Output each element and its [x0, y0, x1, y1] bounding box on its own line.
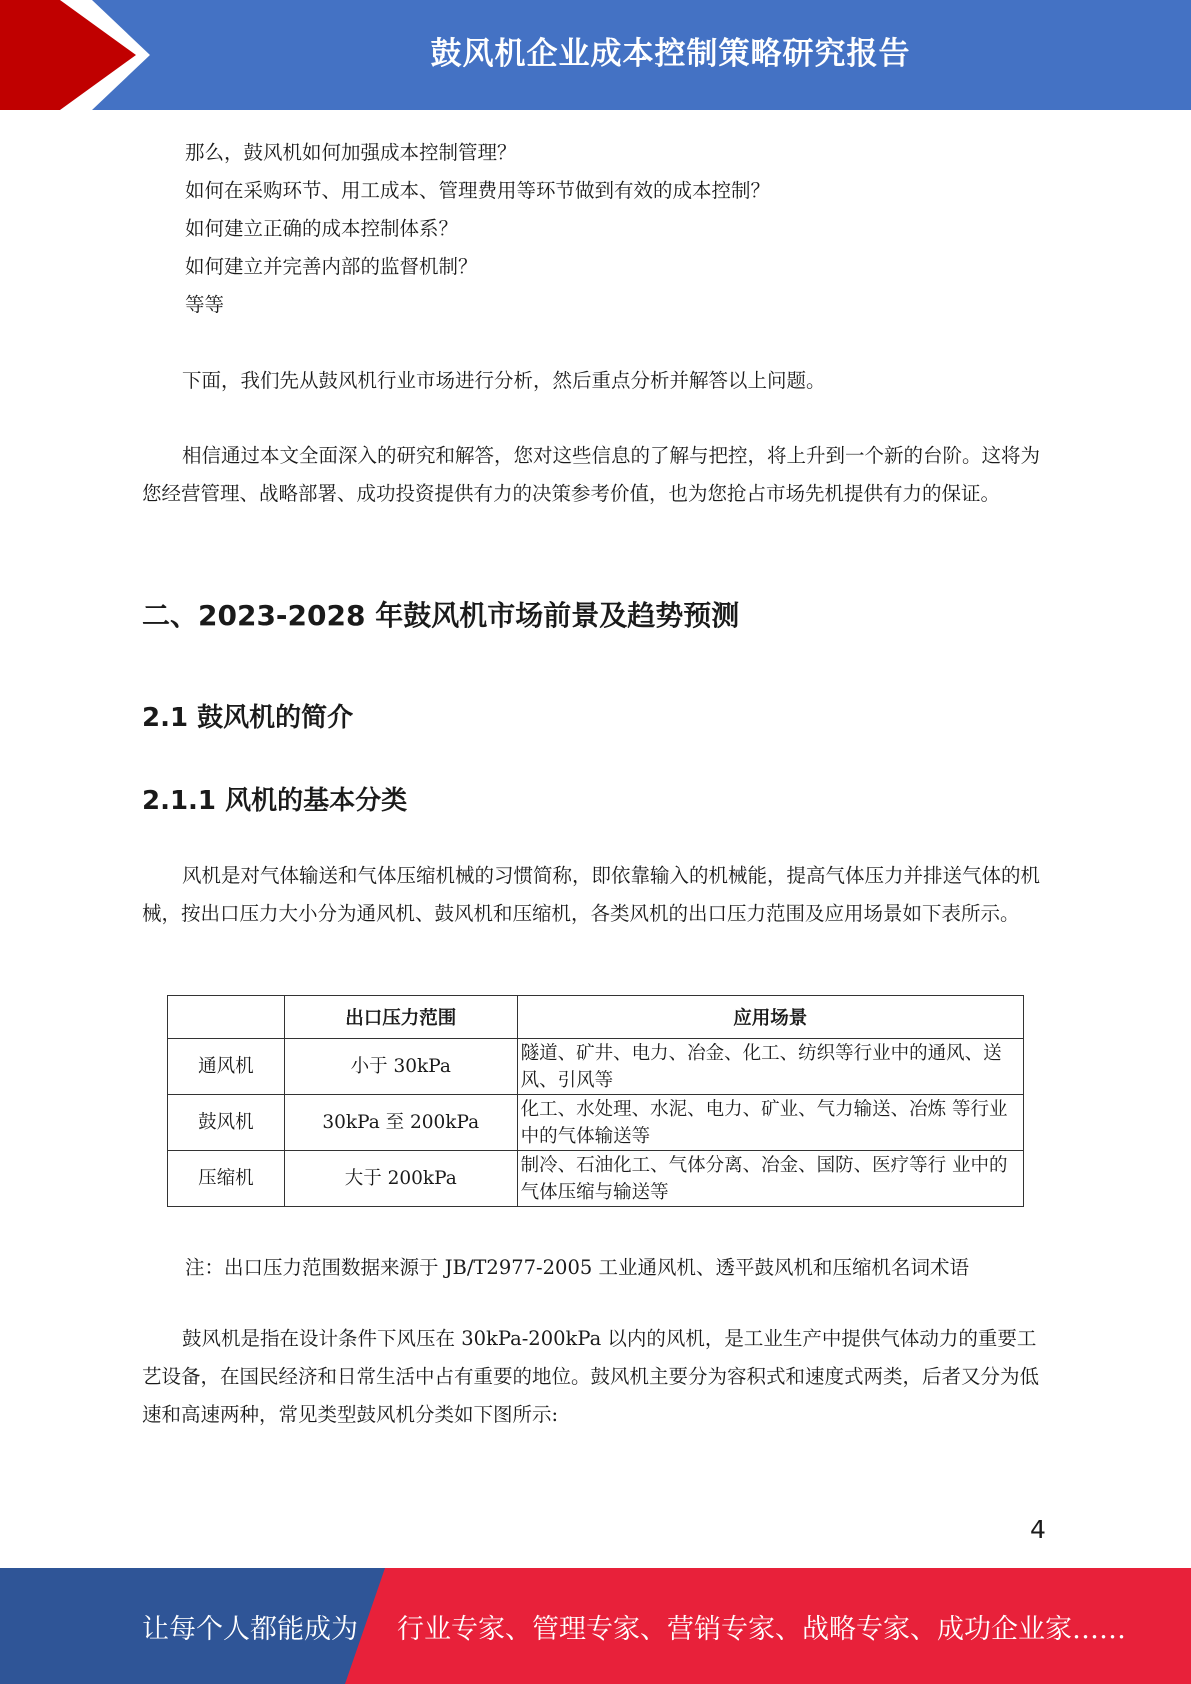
table-row — [168, 1095, 1024, 1151]
paragraph-fan-definition: 风机是对气体输送和气体压缩机械的习惯简称，即依靠输入的机械能，提高气体压力并排送气体的机械，按出口压力大小分为通风机、鼓风机和压缩机，各类风机的出口压力范围及应用场景如下表所示。 — [142, 864, 1041, 925]
table-cell-type: 鼓风机 — [168, 1095, 285, 1151]
fan-classification-table — [167, 995, 1024, 1207]
header-chevron-decoration — [0, 0, 160, 110]
table-header-pressure: 出口压力范围 — [284, 996, 517, 1039]
table-row — [168, 1151, 1024, 1207]
section-heading-2: 二、2023-2028 年鼓风机市场前景及趋势预测 — [142, 599, 740, 632]
intro-line-1: 那么，鼓风机如何加强成本控制管理？ — [185, 141, 517, 164]
table-cell-type: 通风机 — [168, 1039, 285, 1095]
header-banner — [0, 0, 1191, 110]
paragraph-analysis-intro: 下面，我们先从鼓风机行业市场进行分析，然后重点分析并解答以上问题。 — [182, 369, 826, 392]
paragraph-blower-definition: 鼓风机是指在设计条件下风压在 30kPa-200kPa 以内的风机，是工业生产中提供气体动力的重要工艺设备，在国民经济和日常生活中占有重要的地位。鼓风机主要分为容积式和速度式两类，后者又分为低速和高速两种，常见类型鼓风机分类如下图所示: — [142, 1327, 1040, 1426]
table-cell-pressure: 大于 200kPa — [284, 1151, 517, 1207]
intro-line-2: 如何在采购环节、用工成本、管理费用等环节做到有效的成本控制？ — [185, 179, 771, 202]
intro-line-5: 等等 — [185, 293, 225, 316]
table-header-row — [168, 996, 1024, 1039]
table-header-empty — [168, 996, 285, 1039]
intro-line-4: 如何建立并完善内部的监督机制？ — [185, 255, 478, 278]
table-cell-pressure: 30kPa 至 200kPa — [284, 1095, 517, 1151]
section-heading-2-1: 2.1 鼓风机的简介 — [142, 703, 354, 733]
section-heading-2-1-1: 2.1.1 风机的基本分类 — [142, 786, 408, 816]
table-source-note: 注：出口压力范围数据来源于 JB/T2977-2005 工业通风机、透平鼓风机和压缩机名词术语 — [185, 1256, 969, 1279]
table-cell-application: 化工、水处理、水泥、电力、矿业、气力输送、冶炼 等行业中的气体输送等 — [517, 1095, 1023, 1151]
table-cell-application: 隧道、矿井、电力、冶金、化工、纺织等行业中的通风、送风、引风等 — [517, 1039, 1023, 1095]
footer-banner — [0, 1568, 1191, 1684]
table-cell-type: 压缩机 — [168, 1151, 285, 1207]
report-title: 鼓风机企业成本控制策略研究报告 — [430, 35, 911, 72]
footer-slogan-right: 行业专家、管理专家、营销专家、战略专家、成功企业家…… — [397, 1613, 1126, 1645]
table-cell-pressure: 小于 30kPa — [284, 1039, 517, 1095]
table-header-application: 应用场景 — [517, 996, 1023, 1039]
page-number: 4 — [1030, 1515, 1046, 1544]
intro-line-3: 如何建立正确的成本控制体系？ — [185, 217, 459, 240]
table-row — [168, 1039, 1024, 1095]
footer-slogan-left: 让每个人都能成为 — [142, 1613, 358, 1645]
table-cell-application: 制冷、石油化工、气体分离、冶金、国防、医疗等行 业中的气体压缩与输送等 — [517, 1151, 1023, 1207]
paragraph-value-statement: 相信通过本文全面深入的研究和解答，您对这些信息的了解与把控，将上升到一个新的台阶。这将为您经营管理、战略部署、成功投资提供有力的决策参考价值，也为您抢占市场先机提供有力的保证。 — [142, 444, 1041, 505]
